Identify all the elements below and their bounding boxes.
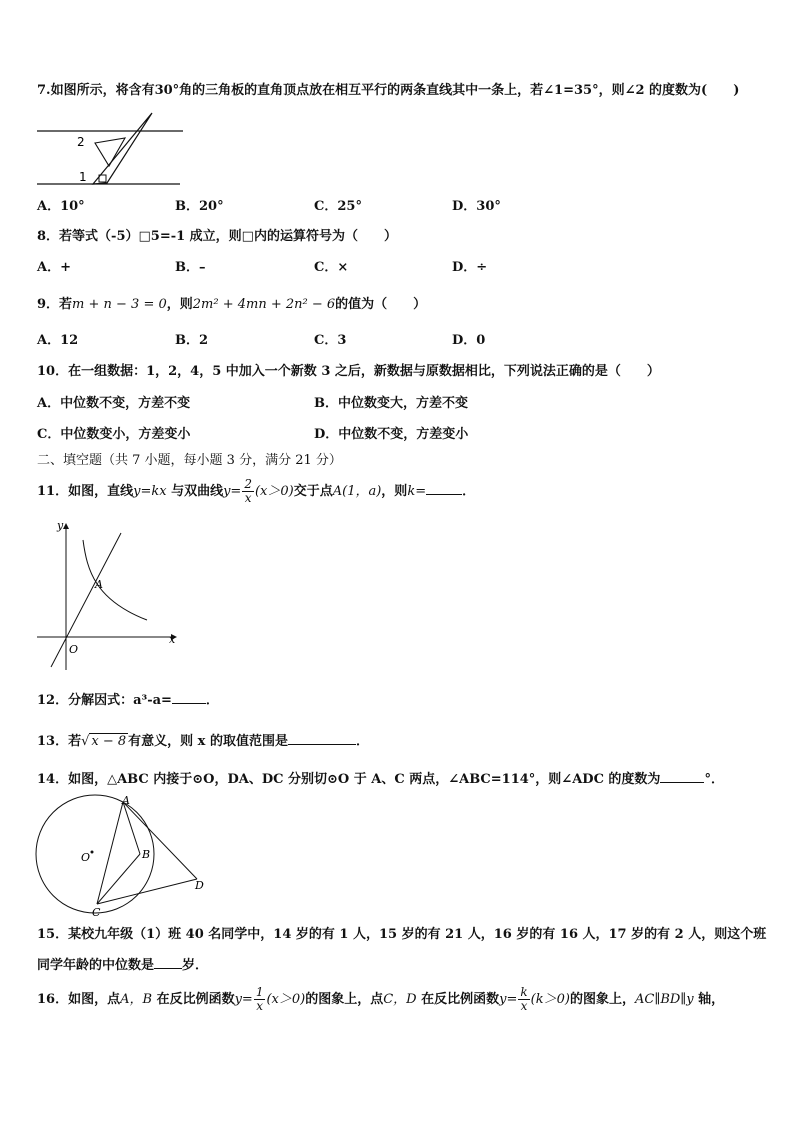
q7-figure (35, 108, 185, 188)
q12-answer-blank (172, 703, 206, 704)
q14-center-o-label: O (81, 851, 91, 864)
q7-option-b: B．20° (175, 199, 224, 214)
q11-stem: 11．如图，直线y=kx 与双曲线y= $\frac{2}{x}$ (x＞0)交于点A(1，a)，则k= ． (37, 477, 476, 505)
q14-figure (35, 794, 215, 919)
q11-point-a-label: A (95, 578, 103, 591)
q11-fraction: $\frac{2}{x}$ (244, 477, 252, 505)
q15-stem-line1: 15．某校九年级（1）班 40 名同学中，14 岁的有 1 人，15 岁的有 21 人，16 岁的有 16 人，17 岁的有 2 人，则这个班 (37, 927, 767, 942)
q11-x-axis-label: x (169, 633, 176, 646)
q9-option-d: D．0 (452, 333, 486, 348)
q14-stem: 14．如图，△ABC 内接于⊙O，DA、DC 分别切⊙O 于 A、C 两点，∠ABC=114°，则∠ADC 的度数为 °． (37, 772, 724, 787)
q8-option-b: B．– (175, 260, 206, 275)
q14-point-b-label: B (142, 848, 151, 861)
q10-option-b: B．中位数变大，方差不变 (314, 396, 468, 411)
q16-fraction-2: $\frac{k}{x}$ (520, 985, 528, 1013)
q15-stem-line2: 同学年龄的中位数是 岁． (37, 958, 209, 973)
q7-angle-2-label: 2 (77, 135, 85, 149)
q14-point-c-label: C (92, 906, 101, 919)
q9-option-c: C．3 (314, 333, 347, 348)
q7-option-a: A．10° (37, 199, 85, 214)
q11-answer-blank (426, 494, 462, 495)
q10-stem: 10．在一组数据：1，2，4，5 中加入一个新数 3 之后，新数据与原数据相比，下列说法正确的是（ ） (37, 364, 660, 379)
q9-expression: 2m² + 4mn + 2n² − 6 (192, 297, 336, 312)
q14-answer-blank (660, 782, 704, 783)
q9-stem: 9．若m + n − 3 = 0，则2m² + 4mn + 2n² − 6的值为（ ） (37, 297, 427, 312)
q7-option-c: C．25° (314, 199, 362, 214)
section-2-title: 二、填空题（共 7 小题，每小题 3 分，满分 21 分） (37, 453, 342, 468)
q16-fraction-1: $\frac{1}{x}$ (255, 985, 264, 1013)
q8-option-d: D．÷ (452, 260, 488, 275)
q11-figure (35, 515, 185, 675)
q9-option-b: B．2 (175, 333, 209, 348)
q14-point-d-label: D (195, 879, 204, 892)
q14-point-a-label: A (122, 794, 130, 807)
q8-option-a: A．+ (37, 260, 71, 275)
q13-answer-blank (288, 744, 356, 745)
q10-option-d: D．中位数不变，方差变小 (314, 427, 469, 442)
q10-option-a: A．中位数不变，方差不变 (37, 396, 191, 411)
q12-stem: 12．分解因式：a³-a= ． (37, 693, 219, 708)
q15-answer-blank (154, 968, 182, 969)
q8-option-c: C．× (314, 260, 349, 275)
q11-y-axis-label: y (57, 519, 64, 532)
q10-option-c: C．中位数变小，方差变小 (37, 427, 191, 442)
q7-angle-1-label: 1 (79, 170, 87, 184)
q16-stem: 16．如图，点A，B 在反比例函数y= $\frac{1}{x}$ (x＞0)的图象上，点C，D 在反比例函数y= $\frac{k}{x}$ (k＞0)的图象上，AC∥BD∥y 轴， (37, 985, 725, 1013)
q7-option-d: D．30° (452, 199, 501, 214)
q9-condition: m + n − 3 = 0 (72, 297, 167, 312)
q9-option-a: A．12 (37, 333, 79, 348)
q13-stem: 13．若√ x − 8 有意义，则 x 的取值范围是 ． (37, 734, 369, 749)
q7-stem: 7.如图所示，将含有30°角的三角板的直角顶点放在相互平行的两条直线其中一条上，若∠1=35°，则∠2 的度数为( ) (37, 83, 740, 98)
q13-sqrt: √ x − 8 (81, 734, 127, 749)
q8-stem: 8．若等式（-5）□5=-1 成立，则□内的运算符号为（ ） (37, 229, 397, 244)
q11-origin-label: O (69, 643, 79, 656)
